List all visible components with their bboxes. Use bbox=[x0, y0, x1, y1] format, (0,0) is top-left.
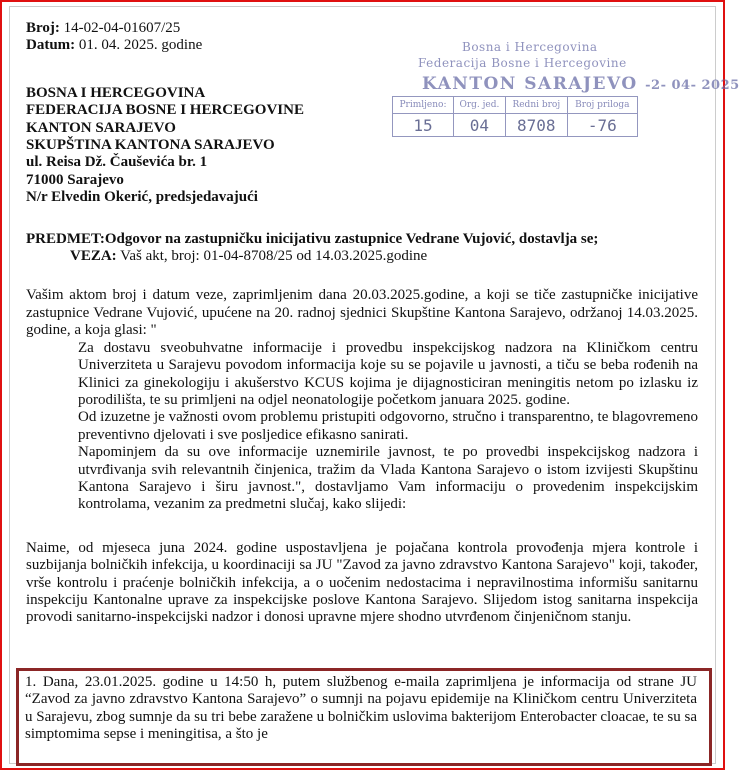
stamp-line-2: Federacija Bosne i Hercegovine bbox=[418, 56, 627, 70]
predmet-text: Odgovor na zastupničku inicijativu zastupnice Vedrane Vujović, dostavlja se; bbox=[104, 230, 599, 247]
stamp-col-number: Redni broj bbox=[505, 97, 567, 114]
subject-line bbox=[26, 231, 698, 248]
stamp-canton: KANTON SARAJEVO bbox=[422, 74, 638, 94]
quote-paragraph-2: Od izuzetne je važnosti ovom problemu pristupiti odgovorno, stručno i transparentno, te blagovremeno preventivno djelovati i sve posljedice efikasno sanirati. bbox=[78, 409, 698, 443]
stamp-date: -2- 04- 2025 bbox=[645, 78, 740, 93]
broj-line bbox=[26, 20, 698, 37]
datum-label: Datum: bbox=[26, 37, 76, 54]
recipient-line: SKUPŠTINA KANTONA SARAJEVO bbox=[26, 137, 275, 154]
recipient-line: N/r Elvedin Okerić, predsjedavajući bbox=[26, 189, 258, 206]
datum-value: 01. 04. 2025. godine bbox=[78, 37, 203, 54]
recipient-line: KANTON SARAJEVO bbox=[26, 119, 176, 136]
veza-label: VEZA: bbox=[70, 248, 117, 265]
quote-paragraph-1: Za dostavu sveobuhvatne informacije i provedbu inspekcijskog nadzora na Kliničkom centru Univerziteta u Sarajevu povodom informacija koje su se pojavile u javnosti, a tiču se beba rođenih na Klinici za ginekologiju i akušerstvo KCUS kojima je dijagnosticiran meningitis netom po izlasku iz porodilišta, te su primljeni na odjel neonatologije početkom januara 2025. godine. bbox=[78, 339, 698, 408]
numbered-item-1: 1. Dana, 23.01.2025. godine u 14:50 h, putem službenog e-maila zaprimljena je informacija od strane JU “Zavod za javno zdravstvo Kantona Sarajevo” o sumnji na pojavu epidemije na Kliničkom centru Univerziteta u Sarajevu, zbog sumnje da su tri bebe zaražene u bolničkim uslovima bakterijom Enterobacter cloacae, te su sa simptomima sepse i meningitisa, a što je bbox=[25, 674, 697, 743]
recipient-block bbox=[26, 85, 698, 207]
stamp-hw-3: 8708 bbox=[505, 114, 567, 137]
recipient-line: FEDERACIJA BOSNE I HERCEGOVINE bbox=[26, 102, 304, 119]
recipient-line: BOSNA I HERCEGOVINA bbox=[26, 84, 206, 101]
letter-page bbox=[26, 20, 698, 627]
stamp-col-received: Primljeno: bbox=[393, 97, 454, 114]
context-paragraph: Naime, od mjeseca juna 2024. godine uspostavljena je pojačana kontrola provođenja mjera kontrole i suzbijanja bolničkih infekcija, u koordinaciji sa JU "Zavod za javno zdravstvo Kantona Sarajevo" koji, također, vrše kontrolu i praćenje bolničkih infekcija, a o uočenim nedostacima i nepravilnostima informišu sanitarnu inspekciju Kantonalne uprave za inspekcijske poslove Kantona Sarajevo. Slijedom istog sanitarna inspekcija provodi sanitarno-inspekcijski nadzor i donosi upravne mjere shodno utvrđenom činjeničnom stanju. bbox=[26, 539, 698, 626]
reference-line bbox=[26, 248, 698, 265]
broj-label: Broj: bbox=[26, 20, 60, 36]
recipient-line: 71000 Sarajevo bbox=[26, 171, 124, 188]
stamp-line-1: Bosna i Hercegovina bbox=[462, 40, 598, 54]
recipient-line: ul. Reisa Dž. Čauševića br. 1 bbox=[26, 154, 208, 171]
stamp-hw-4: -76 bbox=[567, 114, 637, 137]
intro-paragraph: Vašim aktom broj i datum veze, zaprimljenim dana 20.03.2025.godine, a koji se tiče zastupničke inicijative zastupnice Vedrane Vujović, upućene na 20. radnoj sjednici Skupštine Kantona Sarajevo, održanoj 14.03.2025. godine, a koja glasi: " bbox=[26, 287, 698, 339]
broj-value: 14-02-04-01607/25 bbox=[63, 20, 181, 36]
stamp-col-attachments: Broj priloga bbox=[567, 97, 637, 114]
quote-paragraph-3: Napominjem da su ove informacije uznemirile javnost, te po provedbi inspekcijskog nadzora i utvrđivanja svih relevantnih činjenica, tražim da Vlada Kantona Sarajevo o istom izvijesti Skupštinu Kantona Sarajevo i širu javnost.", dostavljamo Vam informaciju o provedenim inspekcijskim kontrolama, vezanim za predmetni slučaj, kako slijedi: bbox=[78, 444, 698, 513]
stamp-col-org: Org. jed. bbox=[453, 97, 505, 114]
predmet-label: PREDMET: bbox=[26, 230, 105, 247]
stamp-hw-2: 04 bbox=[453, 114, 505, 137]
veza-text: Vaš akt, broj: 01-04-8708/25 od 14.03.2025.godine bbox=[116, 248, 428, 265]
stamp-hw-1: 15 bbox=[393, 114, 454, 137]
datum-line bbox=[26, 37, 698, 54]
